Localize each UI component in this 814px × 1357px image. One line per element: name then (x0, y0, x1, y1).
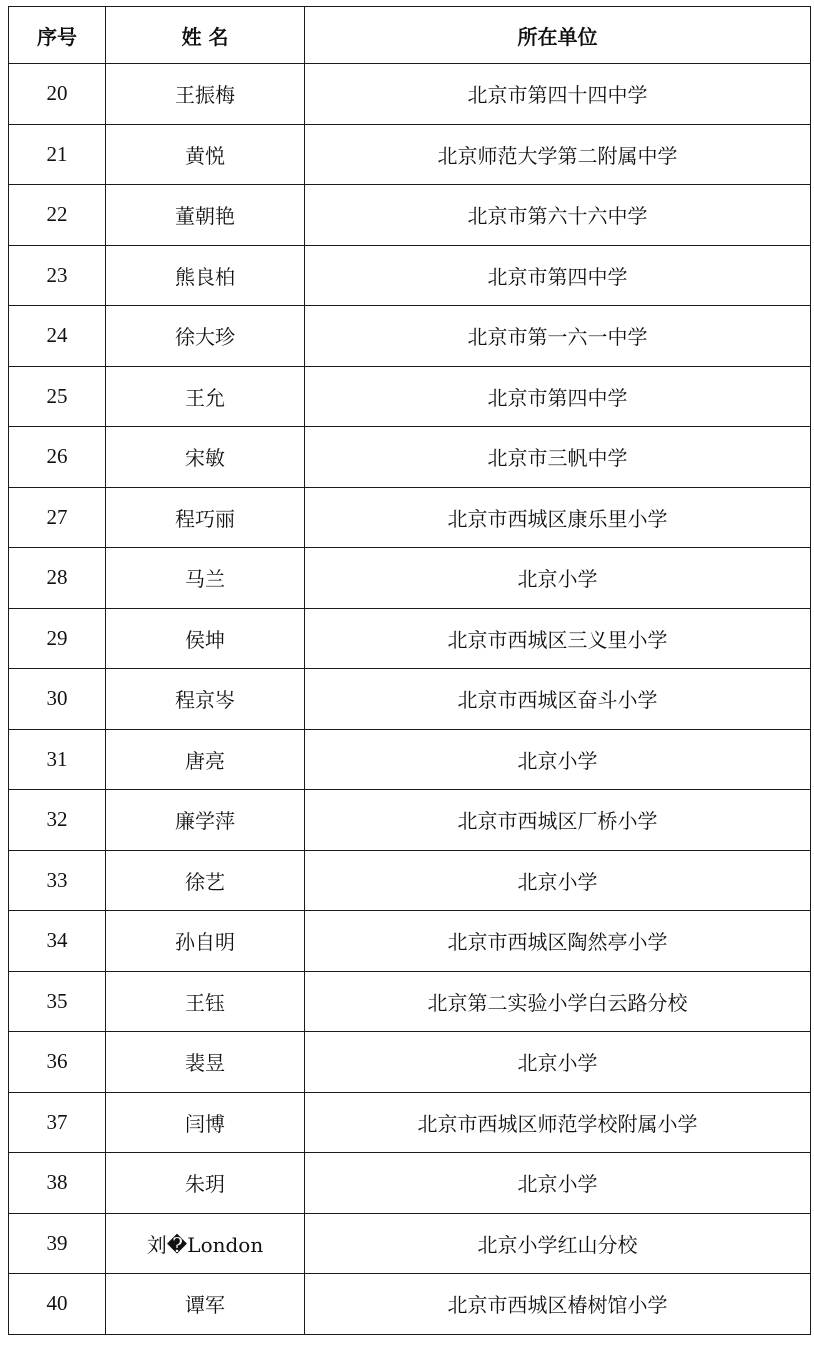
cell-index: 32 (9, 790, 106, 851)
table-row (9, 487, 811, 548)
cell-unit: 北京小学 (305, 548, 811, 609)
cell-index: 39 (9, 1213, 106, 1274)
cell-name: 廉学萍 (106, 790, 305, 851)
cell-name: 王允 (106, 366, 305, 427)
cell-name: 黄悦 (106, 124, 305, 185)
cell-name: 孙自明 (106, 911, 305, 972)
cell-name: 王振梅 (106, 64, 305, 125)
table-row (9, 306, 811, 367)
cell-unit: 北京市第四中学 (305, 245, 811, 306)
table-row (9, 185, 811, 246)
cell-index: 33 (9, 850, 106, 911)
cell-unit: 北京市西城区师范学校附属小学 (305, 1092, 811, 1153)
header-index: 序号 (9, 7, 106, 64)
table-row (9, 1032, 811, 1093)
cell-name: 朱玥 (106, 1153, 305, 1214)
cell-index: 36 (9, 1032, 106, 1093)
table-row (9, 1153, 811, 1214)
cell-name: 徐大珍 (106, 306, 305, 367)
table-row (9, 1213, 811, 1274)
cell-index: 20 (9, 64, 106, 125)
cell-index: 21 (9, 124, 106, 185)
table-row (9, 366, 811, 427)
cell-name: 谭军 (106, 1274, 305, 1335)
cell-index: 35 (9, 971, 106, 1032)
cell-index: 29 (9, 608, 106, 669)
cell-unit: 北京市第四中学 (305, 366, 811, 427)
cell-index: 28 (9, 548, 106, 609)
cell-index: 31 (9, 729, 106, 790)
cell-name: 王钰 (106, 971, 305, 1032)
cell-unit: 北京市第六十六中学 (305, 185, 811, 246)
table-row (9, 1274, 811, 1335)
cell-unit: 北京市西城区三义里小学 (305, 608, 811, 669)
cell-unit: 北京第二实验小学白云路分校 (305, 971, 811, 1032)
cell-unit: 北京市西城区椿树馆小学 (305, 1274, 811, 1335)
cell-name: 侯坤 (106, 608, 305, 669)
cell-unit: 北京市西城区陶然亭小学 (305, 911, 811, 972)
cell-name: 程巧丽 (106, 487, 305, 548)
cell-unit: 北京小学 (305, 850, 811, 911)
cell-unit: 北京市第一六一中学 (305, 306, 811, 367)
cell-index: 25 (9, 366, 106, 427)
cell-index: 24 (9, 306, 106, 367)
table-row (9, 124, 811, 185)
roster-table (8, 6, 811, 1335)
cell-unit: 北京市西城区康乐里小学 (305, 487, 811, 548)
cell-unit: 北京小学 (305, 729, 811, 790)
cell-name: 刘�London (106, 1213, 305, 1274)
cell-index: 40 (9, 1274, 106, 1335)
table-row (9, 1092, 811, 1153)
cell-name: 唐亮 (106, 729, 305, 790)
table-row (9, 64, 811, 125)
cell-index: 34 (9, 911, 106, 972)
table-row (9, 669, 811, 730)
cell-unit: 北京小学 (305, 1032, 811, 1093)
cell-name: 程京岑 (106, 669, 305, 730)
table-row (9, 911, 811, 972)
table-row (9, 608, 811, 669)
table-row (9, 427, 811, 488)
cell-unit: 北京师范大学第二附属中学 (305, 124, 811, 185)
cell-name: 董朝艳 (106, 185, 305, 246)
cell-unit: 北京市西城区奋斗小学 (305, 669, 811, 730)
cell-unit: 北京市三帆中学 (305, 427, 811, 488)
cell-index: 30 (9, 669, 106, 730)
header-name: 姓 名 (106, 7, 305, 64)
table-row (9, 548, 811, 609)
cell-index: 23 (9, 245, 106, 306)
cell-index: 38 (9, 1153, 106, 1214)
cell-index: 37 (9, 1092, 106, 1153)
table-row (9, 790, 811, 851)
cell-name: 闫博 (106, 1092, 305, 1153)
table-header (9, 7, 811, 64)
header-row (9, 7, 811, 64)
table-body (9, 64, 811, 1335)
cell-name: 宋敏 (106, 427, 305, 488)
table-row (9, 971, 811, 1032)
header-unit: 所在单位 (305, 7, 811, 64)
cell-name: 马兰 (106, 548, 305, 609)
cell-index: 27 (9, 487, 106, 548)
cell-unit: 北京小学红山分校 (305, 1213, 811, 1274)
cell-name: 裴昱 (106, 1032, 305, 1093)
cell-name: 徐艺 (106, 850, 305, 911)
cell-unit: 北京市西城区厂桥小学 (305, 790, 811, 851)
cell-unit: 北京小学 (305, 1153, 811, 1214)
cell-unit: 北京市第四十四中学 (305, 64, 811, 125)
cell-index: 26 (9, 427, 106, 488)
cell-index: 22 (9, 185, 106, 246)
table-row (9, 245, 811, 306)
table-row (9, 850, 811, 911)
table-row (9, 729, 811, 790)
cell-name: 熊良柏 (106, 245, 305, 306)
